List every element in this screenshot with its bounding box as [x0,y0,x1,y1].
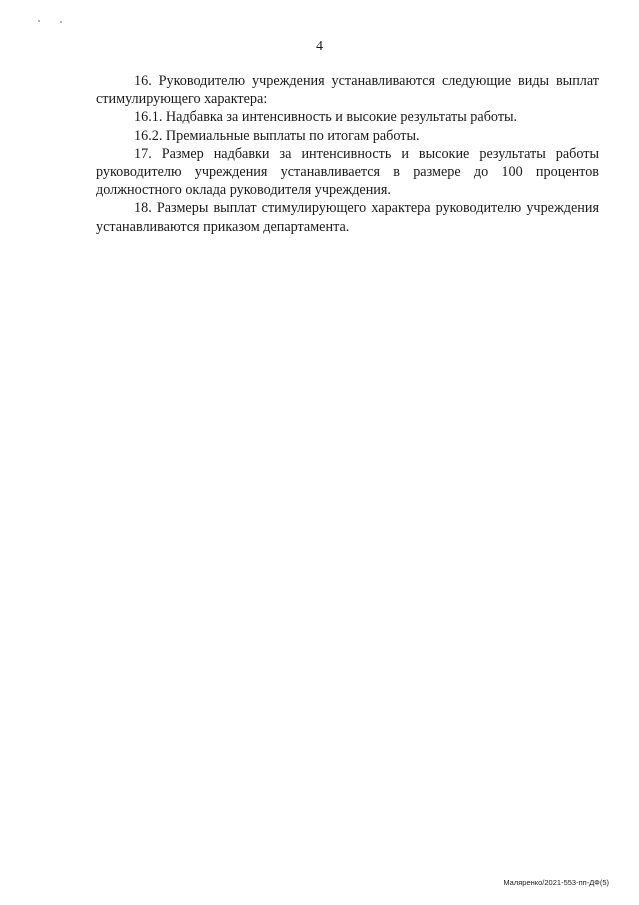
paragraph-16-1: 16.1. Надбавка за интенсивность и высокие результаты работы. [134,109,518,126]
paragraph-16: 16. Руководителю учреждения устанавливаются следующие виды выплат стимулирующего характера: [96,73,599,108]
paragraph-17: 17. Размер надбавки за интенсивность и высокие результаты работы руководителю учреждения устанавливается в размере до 100 процентов должностного оклада руководителя учреждения. [96,145,599,199]
scan-speck [60,21,62,23]
paragraph-18: 18. Размеры выплат стимулирующего характера руководителю учреждения устанавливаются приказом департамента. [96,200,599,235]
page-number: 4 [316,39,323,54]
scan-speck [38,20,40,22]
document-body [96,72,599,236]
document-footer-code: Маляренко/2021-553-пп-ДФ(5) [503,878,609,887]
paragraph-16-2: 16.2. Премиальные выплаты по итогам работы. [134,127,420,144]
